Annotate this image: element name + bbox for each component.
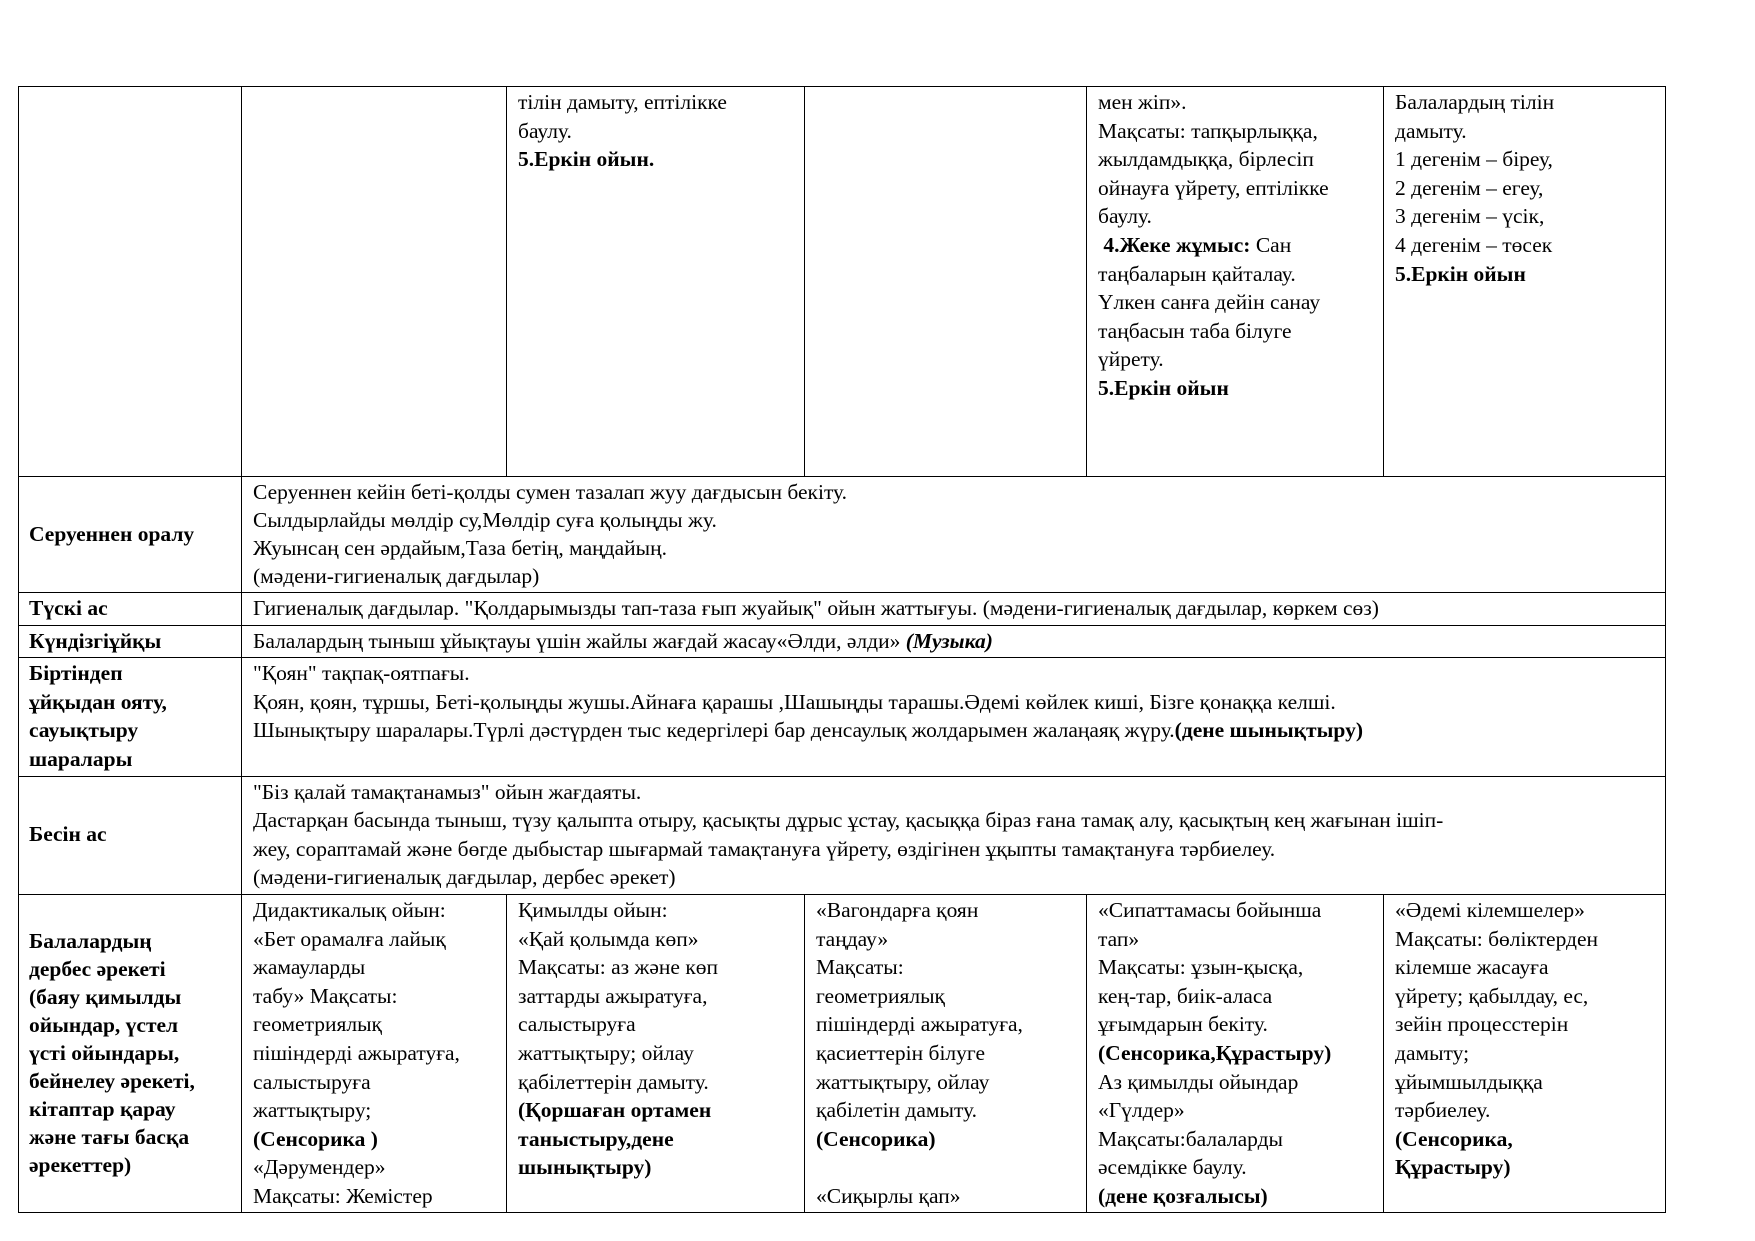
label-line: және тағы басқа: [29, 1125, 190, 1150]
text-line: "Біз қалай тамақтанамыз" ойын жағдаяты.: [253, 779, 642, 804]
area-tag: (Сенсорика,Құрастыру): [1098, 1040, 1332, 1065]
area-tag: таныстыру,дене: [518, 1126, 674, 1151]
text-line: мен жіп».: [1098, 90, 1187, 114]
text-line: геометриялық: [816, 983, 945, 1008]
table-row-lunch: [19, 593, 1666, 626]
cell-wake-up-content: [242, 658, 1666, 776]
cell-tuesday-walk: [507, 87, 805, 477]
individual-work-label: 4.Жеке жұмыс:: [1103, 232, 1251, 257]
cell-return-content: [242, 477, 1666, 593]
cell-lunch-content: Гигиеналық дағдылар. "Қолдарымызды тап-таза ғып жуайық" ойын жаттығуы. (мәдени-гигиеналық дағдылар, көркем сөз): [242, 593, 1666, 626]
text-line: Серуеннен кейін беті-қолды сумен тазалап жуу дағдысын бекіту.: [253, 480, 848, 504]
text-line: Мақсаты: аз және көп: [518, 955, 719, 980]
text-line: салыстыруға: [253, 1069, 371, 1094]
text-line: Аз қимылды ойындар: [1098, 1069, 1299, 1094]
text-line: пішіндерді ажыратуға,: [253, 1040, 460, 1065]
text-line: Сылдырлайды мөлдір су,Мөлдір суға қолыңды жу.: [253, 508, 717, 532]
cell-independent-monday: [242, 894, 507, 1213]
text-line: әсемдікке баулу.: [1098, 1155, 1247, 1180]
row-label-independent: [19, 894, 242, 1213]
text-line: [253, 716, 1659, 745]
text-line: тап»: [1098, 926, 1140, 951]
text-line: «Қай қолымда көп»: [518, 926, 699, 951]
blank-line: [816, 1153, 1080, 1182]
cell-empty-monday: [242, 87, 507, 477]
text-line: Үлкен санға дейін санау: [1098, 290, 1321, 315]
area-tag: (Қоршаған ортамен: [518, 1098, 712, 1123]
text-line: Мақсаты:балаларды: [1098, 1126, 1283, 1151]
text-line: таңбасын таба білуге: [1098, 318, 1292, 343]
text-line: «Дәрумендер»: [253, 1155, 386, 1180]
text-line: дамыту.: [1395, 118, 1467, 143]
text-line: жылдамдыққа, бірлесіп: [1098, 147, 1314, 172]
nap-emphasis: (Музыка): [905, 628, 993, 653]
table-row-independent-activity: [19, 894, 1666, 1213]
text-line: Жуынсаң сен әрдайым,Таза бетің, маңдайың.: [253, 536, 667, 560]
text-line: ойнауға үйрету, ептілікке: [1098, 175, 1329, 200]
cell-snack-content: [242, 776, 1666, 894]
text-line: тілін дамыту, ептілікке: [518, 90, 727, 114]
text-line: ұғымдарын бекіту.: [1098, 1012, 1268, 1037]
text-line: Қоян, қоян, тұршы, Беті-қолыңды жушы.Айнаға қарашы ,Шашыңды тарашы.Әдемі көйлек киші, Бізге қонаққа келші.: [253, 689, 1336, 714]
text-line: Дидактикалық ойын:: [253, 897, 446, 922]
text-line: таңбаларын қайталау.: [1098, 261, 1296, 286]
area-tag: (дене қозғалысы): [1098, 1183, 1268, 1208]
label-line: дербес әрекеті: [29, 957, 166, 982]
text-line: Қимылды ойын:: [518, 897, 668, 922]
row-label-nap: Күндізгіұйқы: [19, 625, 242, 658]
text-line: табу» Мақсаты:: [253, 983, 398, 1008]
label-line: үсті ойындары,: [29, 1041, 180, 1066]
daily-plan-table: [18, 86, 1666, 1213]
text-line: баулу.: [518, 118, 572, 143]
text-line: Балалардың тілін: [1395, 90, 1555, 114]
label-line: ұйқыдан ояту,: [29, 689, 167, 714]
text-line: жаттықтыру; ойлау: [518, 1040, 694, 1065]
text-line: Мақсаты: тапқырлыққа,: [1098, 118, 1318, 143]
text-line: жаттықтыру, ойлау: [816, 1069, 990, 1094]
label-line: Балалардың: [29, 929, 152, 954]
text-line: 3 дегенім – үсік,: [1395, 204, 1545, 229]
text-line: таңдау»: [816, 926, 889, 951]
hardening-text: Шынықтыру шаралары.Түрлі дәстүрден тыс кедергілері бар денсаулық жолдарымен жалаңаяқ жүру.: [253, 718, 1175, 743]
text-line: ұйымшылдыққа: [1395, 1069, 1543, 1094]
text-line: қабілеттерін дамыту.: [518, 1069, 709, 1094]
label-line: сауықтыру: [29, 718, 139, 743]
text-line: қабілетін дамыту.: [816, 1098, 978, 1123]
text-line: 2 дегенім – егеу,: [1395, 175, 1544, 200]
area-tag: Құрастыру): [1395, 1155, 1511, 1180]
table-row-wake-up: [19, 658, 1666, 776]
row-label-wake-up: [19, 658, 242, 776]
text-line: «Гүлдер»: [1098, 1098, 1185, 1123]
text-line: «Бет орамалға лайық: [253, 926, 446, 951]
text-line: салыстыруға: [518, 1012, 636, 1037]
table-row-nap: [19, 625, 1666, 658]
individual-work-line: [1098, 231, 1377, 260]
table-row-snack: [19, 776, 1666, 894]
text-line: қасиеттерін білуге: [816, 1040, 985, 1065]
text-line: тәрбиелеу.: [1395, 1098, 1491, 1123]
cell-empty-label: [19, 87, 242, 477]
label-line: шаралары: [29, 746, 133, 771]
text-line: «Әдемі кілемшелер»: [1395, 897, 1585, 922]
text-line: кілемше жасауға: [1395, 955, 1549, 980]
label-line: кітаптар қарау: [29, 1097, 176, 1122]
text-line: «Сиқырлы қап»: [816, 1183, 961, 1208]
text-line: (мәдени-гигиеналық дағдылар, дербес әрекет): [253, 865, 676, 890]
text-line: «Сипаттамасы бойынша: [1098, 897, 1322, 922]
text-line: 1 дегенім – біреу,: [1395, 147, 1553, 172]
text-line: Мақсаты: Жемістер: [253, 1183, 433, 1208]
row-label-snack: Бесін ас: [19, 776, 242, 894]
text-line: баулу.: [1098, 204, 1152, 229]
free-play-label: 5.Еркін ойын.: [518, 147, 655, 172]
label-line: ойындар, үстел: [29, 1013, 179, 1038]
text-line: Дастарқан басында тыныш, түзу қалыпта отыру, қасықты дұрыс ұстау, қасыққа біраз ғана тамақ алу, қасықтың кең жағынан ішіп-: [253, 808, 1444, 833]
table-row-continuation: [19, 87, 1666, 477]
area-tag: (Сенсорика,: [1395, 1126, 1513, 1151]
individual-work-text: Сан: [1250, 232, 1292, 257]
text-line: зейін процесстерін: [1395, 1012, 1569, 1037]
text-line: Мақсаты: ұзын-қысқа,: [1098, 955, 1304, 980]
row-label-lunch: Түскі ас: [19, 593, 242, 626]
hardening-tag: (дене шынықтыру): [1174, 718, 1363, 743]
text-line: Мақсаты: бөліктерден: [1395, 926, 1599, 951]
text-line: геометриялық: [253, 1012, 382, 1037]
text-line: үйрету.: [1098, 347, 1164, 372]
cell-empty-wednesday: [805, 87, 1087, 477]
row-label-return: Серуеннен оралу: [19, 477, 242, 593]
free-play-label: 5.Еркін ойын: [1395, 261, 1526, 286]
text-line: "Қоян" тақпақ-оятпағы.: [253, 661, 470, 686]
cell-nap-content: [242, 625, 1666, 658]
text-line: заттарды ажыратуға,: [518, 983, 708, 1008]
text-line: 4 дегенім – төсек: [1395, 232, 1553, 257]
cell-independent-tuesday: [507, 894, 805, 1213]
area-tag: (Сенсорика): [816, 1126, 936, 1151]
text-line: жеу, сораптамай және бөгде дыбыстар шығармай тамақтануға үйрету, өздігінен ұқыпты тамақтануға тәрбиелеу.: [253, 836, 1276, 861]
text-line: пішіндерді ажыратуға,: [816, 1012, 1023, 1037]
cell-thursday-walk: [1087, 87, 1384, 477]
cell-independent-thursday: [1087, 894, 1384, 1213]
label-line: Біртіндеп: [29, 661, 123, 686]
cell-independent-friday: [1384, 894, 1666, 1213]
cell-independent-wednesday: [805, 894, 1087, 1213]
text-line: «Вагондарға қоян: [816, 897, 979, 922]
label-line: бейнелеу әрекеті,: [29, 1069, 195, 1094]
text-line: үйрету; қабылдау, ес,: [1395, 983, 1589, 1008]
text-line: дамыту;: [1395, 1040, 1470, 1065]
free-play-label: 5.Еркін ойын: [1098, 375, 1229, 400]
text-line: кең-тар, биік-аласа: [1098, 983, 1273, 1008]
text-line: жаттықтыру;: [253, 1098, 372, 1123]
nap-text: Балалардың тыныш ұйықтауы үшін жайлы жағдай жасау«Әлди, әлди»: [253, 628, 906, 653]
area-tag: (Сенсорика ): [253, 1126, 378, 1151]
text-line: (мәдени-гигиеналық дағдылар): [253, 564, 540, 588]
text-line: жамауларды: [253, 955, 366, 980]
label-line: әрекеттер): [29, 1153, 132, 1178]
cell-friday-walk: [1384, 87, 1666, 477]
table-row-return-from-walk: [19, 477, 1666, 593]
label-line: (баяу қимылды: [29, 985, 182, 1010]
area-tag: шынықтыру): [518, 1155, 652, 1180]
text-line: Мақсаты:: [816, 955, 904, 980]
